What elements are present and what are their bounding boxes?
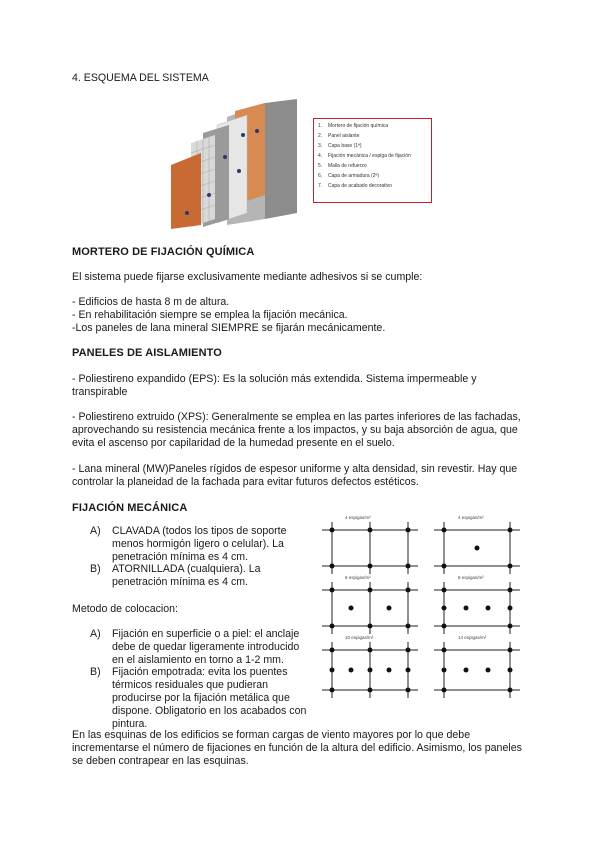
anchor-point: [486, 606, 491, 611]
anchor-point: [508, 648, 513, 653]
anchor-point: [508, 528, 513, 533]
anchor-point: [330, 528, 335, 533]
list-item: A) Fijación en superficie o a piel: el anclaje debe de quedar ligeramente introducido en el aislamiento en torno a 1-2 mm.: [90, 628, 300, 666]
placement-methods-list: [90, 628, 314, 730]
anchor-point: [508, 588, 513, 593]
anchor-point: [368, 668, 373, 673]
list-item: B) Fijación empotrada: evita los puentes térmicos residuales que pudieran producirse por la fijación metálica que dispone. Obligatorio en los acabados con pintura.: [90, 666, 307, 730]
anchor-point: [406, 528, 411, 533]
section-title-paneles: PANELES DE AISLAMIENTO: [72, 347, 222, 359]
anchor-point: [330, 564, 335, 569]
paragraph: El sistema puede fijarse exclusivamente mediante adhesivos si se cumple:: [72, 271, 423, 283]
bullet-item: -Los paneles de lana mineral SIEMPRE se fijarán mecánicamente.: [72, 322, 386, 334]
anchor-point: [508, 624, 513, 629]
list-item: B) ATORNILLADA (cualquiera). La penetración mínima es 4 cm.: [90, 563, 261, 589]
anchor-point: [475, 546, 480, 551]
anchor-point: [464, 668, 469, 673]
anchor-point: [442, 668, 447, 673]
legend-item: 1. Mortero de fijación química: [318, 123, 389, 129]
diagram-panel-4: [444, 590, 510, 626]
anchor-point: [330, 588, 335, 593]
legend-item: 4. Fijación mecánica / espiga de fijación: [318, 153, 411, 159]
anchor-point: [442, 648, 447, 653]
anchor-point: [330, 648, 335, 653]
anchor-point: [464, 606, 469, 611]
anchor-point: [330, 624, 335, 629]
bullet-item: - Edificios de hasta 8 m de altura.: [72, 296, 230, 308]
anchor-point: [442, 688, 447, 693]
anchor-point: [406, 688, 411, 693]
anchor-point: [442, 588, 447, 593]
legend-item: 3. Capa base (1ª): [318, 143, 362, 149]
section-title-mortero: MORTERO DE FIJACIÓN QUÍMICA: [72, 246, 255, 258]
anchor-point: [349, 606, 354, 611]
anchor-point: [368, 624, 373, 629]
anchor-point: [406, 564, 411, 569]
paragraph: Metodo de colocacion:: [72, 603, 179, 615]
anchor-point: [368, 564, 373, 569]
anchor-point: [387, 606, 392, 611]
legend-item: 2. Panel aislante: [318, 133, 360, 139]
anchor-point: [442, 528, 447, 533]
section-title-fijacion: FIJACIÓN MECÁNICA: [72, 502, 188, 514]
anchor-point: [406, 624, 411, 629]
anchor-point: [349, 668, 354, 673]
paragraph: - Poliestireno extruido (XPS): Generalmente se emplea en las partes inferiores de las fachadas, aprovechando su resistencia mecánica frente a los impactos, y su baja absorción de agua, que evita el ascenso por capilaridad de la humedad presente en el suelo.: [72, 411, 521, 449]
legend-item: 6. Capa de armadura (2ª): [318, 173, 380, 179]
anchor-point: [406, 648, 411, 653]
anchor-point: [508, 564, 513, 569]
legend-item: 5. Malla de refuerzo: [318, 163, 367, 169]
paragraph: En las esquinas de los edificios se forman cargas de viento mayores por lo que debe incrementarse el número de fijaciones en función de la altura del edificio. Asimismo, los paneles se deben contrapear en las esquinas.: [72, 729, 522, 767]
diagram-label: 6 espigas/m²: [345, 575, 371, 580]
front-finish-layer: [171, 153, 201, 229]
anchor-point: [368, 648, 373, 653]
paragraph: - Lana mineral (MW)Paneles rígidos de espesor uniforme y alta densidad, sin revestir. Hay que controlar la planeidad de la fachada para evitar futuros defectos estéticos.: [72, 463, 518, 488]
anchor-point: [442, 564, 447, 569]
diagram-label: 4 espigas/m²: [345, 515, 371, 520]
anchor-point: [406, 668, 411, 673]
list-item: A) CLAVADA (todos los tipos de soporte menos hormigón ligero o celular). La penetración mínima es 4 cm.: [90, 525, 287, 563]
anchor-point: [442, 606, 447, 611]
anchor-point: [486, 668, 491, 673]
anchor-point: [368, 528, 373, 533]
diagram-label: 10 espigas/m²: [345, 635, 374, 640]
anchor-point: [442, 624, 447, 629]
anchor-point: [330, 668, 335, 673]
diagram-label: 14 espigas/m²: [458, 635, 487, 640]
diagram-label: 8 espigas/m²: [458, 575, 484, 580]
anchor-point: [368, 588, 373, 593]
wall-side: [265, 99, 297, 219]
anchor-point: [387, 668, 392, 673]
anchor-point: [508, 688, 513, 693]
system-layers-illustration: [165, 95, 300, 230]
diagram-panel-6: [444, 650, 510, 690]
anchor-point: [406, 588, 411, 593]
bullet-item: - En rehabilitación siempre se emplea la fijación mecánica.: [72, 309, 348, 321]
legend-item: 7. Capa de acabado decorativo: [318, 183, 392, 189]
anchor-point: [330, 688, 335, 693]
anchor-point: [368, 688, 373, 693]
section-header: 4. ESQUEMA DEL SISTEMA: [72, 72, 209, 84]
diagram-label: 4 espigas/m²: [458, 515, 484, 520]
legend-box: [313, 118, 432, 203]
anchor-point: [508, 668, 513, 673]
paragraph: - Poliestireno expandido (EPS): Es la solución más extendida. Sistema impermeable y transpirable: [72, 373, 477, 398]
fixing-types-list: [90, 525, 304, 589]
anchor-point: [508, 606, 513, 611]
fixing-patterns-diagram: [322, 520, 522, 700]
